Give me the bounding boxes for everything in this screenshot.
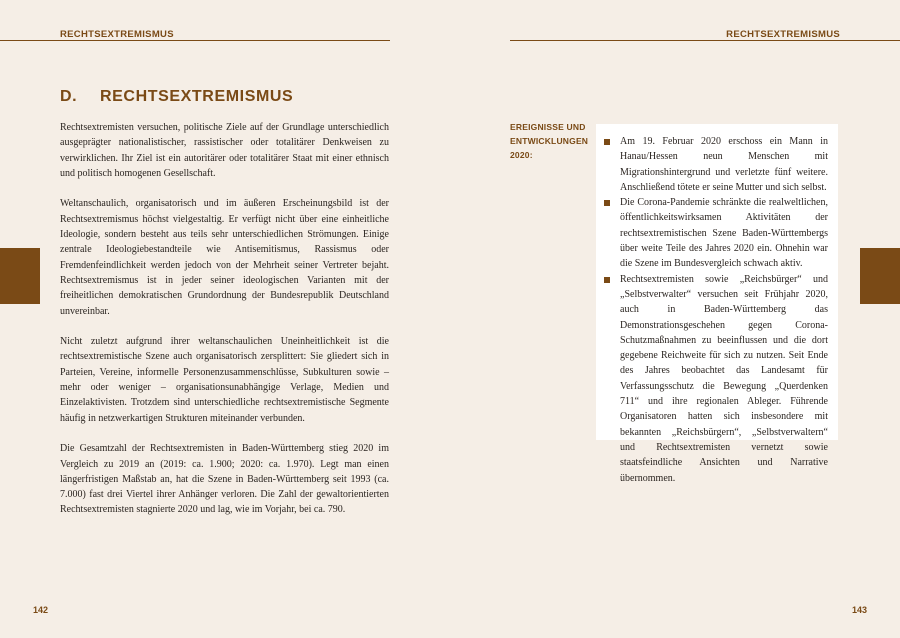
event-item	[604, 134, 828, 195]
body-text	[60, 120, 389, 533]
chapter-tab-right	[860, 248, 900, 304]
event-text: Rechtsextremisten sowie „Reichsbürger“ und „Selbstverwalter“ versuchen seit Frühjahr 2020, auch in Baden-Württemberg das Demonstrationsgeschehen gegen Corona-Schutzmaßnahmen zu beeinflussen und die dort gegebene Reichweite für sich zu nutzen. Seit Ende des Jahres beobachtet das Landesamt für Verfassungsschutz die Bewegung „Querdenken 711“ und ihre regionalen Ableger. Führende Organisatoren hatten sich insbesondere mit bekannten „Reichsbürgern“, „Selbstverwaltern“ und Rechtsextremisten vernetzt sowie staatsfeindliche Ansichten und Narrative übernommen.	[620, 273, 828, 484]
body-paragraph: Rechtsextremisten versuchen, politische Ziele auf der Grundlage unterschiedlich ausgeprägter nationalistischer, rassistischer oder totalitärer Denkweisen zu verwirklichen. Ihr Ziel ist ein autoritärer oder totalitärer Staat mit einer ethnisch und politisch homogenen Gesellschaft.	[60, 122, 389, 179]
events-list	[604, 134, 828, 486]
body-paragraph: Die Gesamtzahl der Rechtsextremisten in Baden-Württemberg stieg 2020 im Vergleich zu 2019 an (2019: ca. 1.900; 2020: ca. 1.970). Legt man einen längerfristigen Maßstab an, hat die Szene in Baden-Württemberg seit 1993 (ca. 7.000) fast drei Viertel ihrer Anhänger verloren. Die Zahl der gewaltorientierten Rechtsextremisten stagnierte 2020 und lag, wie im Vorjahr, bei ca. 790.	[60, 443, 389, 516]
events-box	[596, 124, 838, 484]
page-number-right: 143	[851, 605, 867, 615]
events-margin-label: EREIGNISSE UND ENTWICKLUNGEN 2020:	[510, 122, 589, 160]
chapter-title: RECHTSEXTREMISMUS	[100, 88, 294, 105]
chapter-heading	[60, 88, 293, 106]
body-paragraph: Weltanschaulich, organisatorisch und im äußeren Erscheinungsbild ist der Rechtsextremismus höchst vielgestaltig. Er verfügt nicht über eine einheitliche Ideologie, sondern besteht aus teils sehr unterschiedlichen Strömungen. Einige zentrale Ideologiebestandteile wie Antisemitismus, Rassismus oder Fremdenfeindlichkeit werden jedoch von der Mehrheit seiner Vertreter bejaht. Rechtsextremismus ist in jeder seiner ideologischen Varianten mit der freiheitlichen demokratischen Grundordnung der Bundesrepublik Deutschland unvereinbar.	[60, 198, 389, 317]
page-number-left: 142	[33, 605, 49, 615]
square-bullet-icon	[604, 139, 610, 145]
event-item	[604, 272, 828, 486]
running-head-right: RECHTSEXTREMISMUS	[726, 29, 840, 40]
chapter-tab-left	[0, 248, 40, 304]
square-bullet-icon	[604, 200, 610, 206]
event-item	[604, 195, 828, 271]
body-paragraph: Nicht zuletzt aufgrund ihrer weltanschaulichen Uneinheitlichkeit ist die rechtsextremistische Szene auch organisatorisch zersplittert: Sie gliedert sich in Parteien, Vereine, informelle Personenzusammenschlüsse, Subkulturen sowie – mehr oder weniger – organisationsunabhängige Verlage, Medien und Einzelaktivisten. Trotzdem sind unterschiedliche rechtsextremistische Segmente häufig in netzwerkartigen Strukturen miteinander verbunden.	[60, 336, 389, 424]
header-rule-left	[0, 40, 390, 41]
square-bullet-icon	[604, 277, 610, 283]
running-head-left: RECHTSEXTREMISMUS	[60, 29, 174, 40]
event-text: Die Corona-Pandemie schränkte die realweltlichen, öffentlichkeitswirksamen Aktivitäten der rechtsextremistischen Szene Baden-Württembergs über weite Teile des Jahres 2020 ein. Ohnehin war die Szene im Bundesvergleich schwach aktiv.	[620, 197, 828, 270]
event-text: Am 19. Februar 2020 erschoss ein Mann in Hanau/Hessen neun Menschen mit Migrationshintergrund und verletzte fünf weitere. Anschließend tötete er seine Mutter und sich selbst.	[620, 136, 828, 193]
chapter-letter: D.	[60, 88, 78, 105]
header-rule-right	[510, 40, 900, 41]
